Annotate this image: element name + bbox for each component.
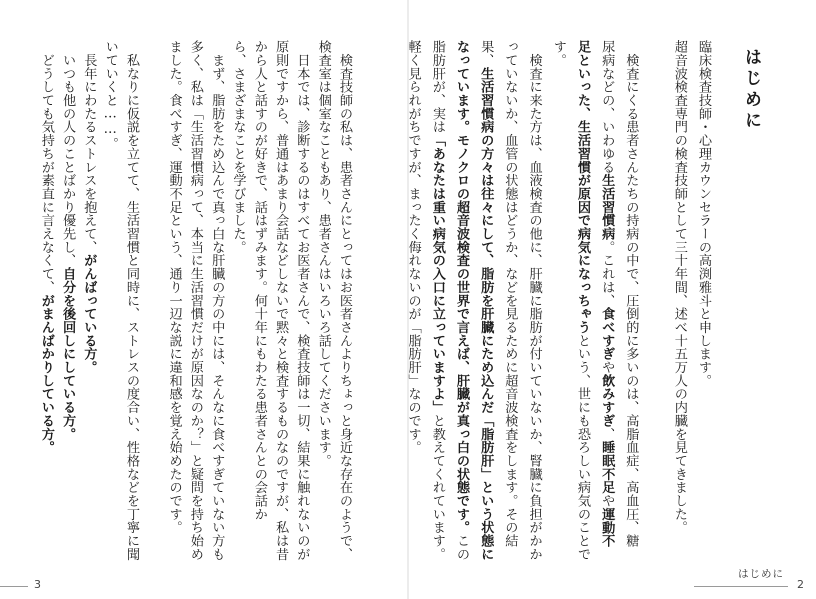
body-text: いていくと……。 [102,40,118,151]
page-number-right: 2 [797,578,804,591]
text-column [450,40,472,560]
text-column [120,40,142,560]
text-column [205,40,227,560]
body-text: や [599,360,615,374]
text-column [571,40,593,560]
body-text: 。これは、 [599,240,615,307]
emphasis-text: 「あなたは重い病気の入口に立っていますよ」 [429,133,445,414]
body-text: 臨床検査技師・心理カウンセラーの高渕雅斗と申します。 [696,40,711,388]
text-column [35,40,57,560]
text-column [248,40,270,560]
body-text: 検査室は個室なこともあり、患者さんはいろいろ話してくださいます。 [315,40,331,468]
body-text: この [454,533,469,561]
text-column [227,40,249,560]
body-text: ら、さまざまなことを学びました。 [230,40,246,254]
text-column [474,40,496,560]
body-text: まず、脂肪をため込んで真っ白な肝臓の方の中には、そんなに食べすぎていない方も [209,40,225,561]
body-text: っていないか、血管の状態はどうか、などを見るために超音波検査をします。その結 [502,40,518,548]
text-column [141,40,163,560]
text-column [312,40,334,560]
body-text: 検査技師の私は、患者さんにとってはお医者さんよりちょっと身近な存在のようで、 [337,40,352,561]
emphasis-text: 睡眠不足 [599,440,615,494]
footer-rule-right [694,586,788,587]
emphasis-text: なっています。モノクロの超音波検査の世界で言えば、肝臓が真っ白の状態です。 [454,40,469,534]
text-column [163,40,185,560]
running-header: はじめに [738,568,784,580]
page-title: はじめに [741,48,761,132]
emphasis-text: 食べすぎ [599,307,615,361]
body-text: 超音波検査専門の検査技師として三十年間、述べ十五万人の内臓を見てきました。 [671,40,687,534]
emphasis-text: がまんばかりしている方。 [38,293,54,454]
body-text: 日本では、診断するのはすべてお医者さんで、検査技師は一切、結果に触れないのが [294,40,310,561]
body-text: 検査に来た方は、血液検査の他に、肝臓に脂肪が付いていないか、腎臓に負担がかか [526,40,542,561]
emphasis-text: 足といった、生活習慣が原因で病気になっちゃう [575,40,590,334]
text-column [269,40,291,560]
body-text: 果、 [478,40,494,67]
text-column [668,40,690,560]
emphasis-text: 生活習慣病の方々は往々にして、脂肪を肝臓にため込んだ「脂肪肝」という状態に [478,66,494,561]
text-column [290,40,312,560]
body-text: 軽く見られがちですが、まったく侮れないのが「脂肪肝」なのです。 [405,40,421,454]
text-column [99,40,121,560]
text-column [523,40,545,560]
body-text: いつも他の人のことばかり優先し、 [60,40,76,267]
body-text: ました。食べすぎ、運動不足という、通り一辺な説に違和感を覚え始めたのです。 [166,40,182,534]
body-text: から人と話すのが好きで、話はずみます。何十年にもわたる患者さんとの会話か [251,40,267,521]
text-column [56,40,78,560]
text-column [644,40,666,560]
body-text: 脂肪肝が、実は [429,40,445,134]
body-text: という、世にも恐ろしい病気のことで [575,333,590,561]
emphasis-text: 飲みすぎ [599,373,615,428]
body-text: 尿病などの、いわゆる [599,40,615,174]
text-column [184,40,206,560]
emphasis-text: 運動不 [599,507,615,548]
body-text: どうしても気持ちが素直に言えなくて、 [38,40,54,294]
body-text: 多く、私は「生活習慣病って、本当に生活習慣だけが原因なのか？」と疑問を持ち始め [187,40,203,561]
body-text: 検査にくる患者さんたちの持病の中で、圧倒的に多いのは、高脂血症、高血圧、糖 [623,40,639,548]
text-column [619,40,641,560]
text-column [595,40,617,560]
text-column [547,40,569,560]
footer-rule-left [0,586,28,587]
page-number-left: 3 [34,578,41,591]
body-text: や [599,493,615,508]
emphasis-text: がんばっている方。 [81,253,97,374]
text-column [692,40,714,560]
body-text: 私なりに仮説を立てて、生活習慣と同時に、ストレスの度合い、性格などを丁寧に聞 [124,40,139,561]
text-column [426,40,448,560]
body-text: と教えてくれています。 [429,413,445,561]
body-text: す。 [550,40,566,67]
body-text: 、 [599,427,615,441]
text-column [333,40,355,560]
text-column [77,40,99,560]
text-column [402,40,424,560]
body-text: 原則ですから、普通はあまり会話などしないで黙々と検査するものなのですが、私は昔 [273,40,289,561]
body-text: 長年にわたるストレスを抱えて、 [81,40,97,254]
text-column [498,40,520,560]
emphasis-text: 自分を後回しにしている方。 [60,266,76,441]
emphasis-text: 生活習慣病 [599,173,615,241]
